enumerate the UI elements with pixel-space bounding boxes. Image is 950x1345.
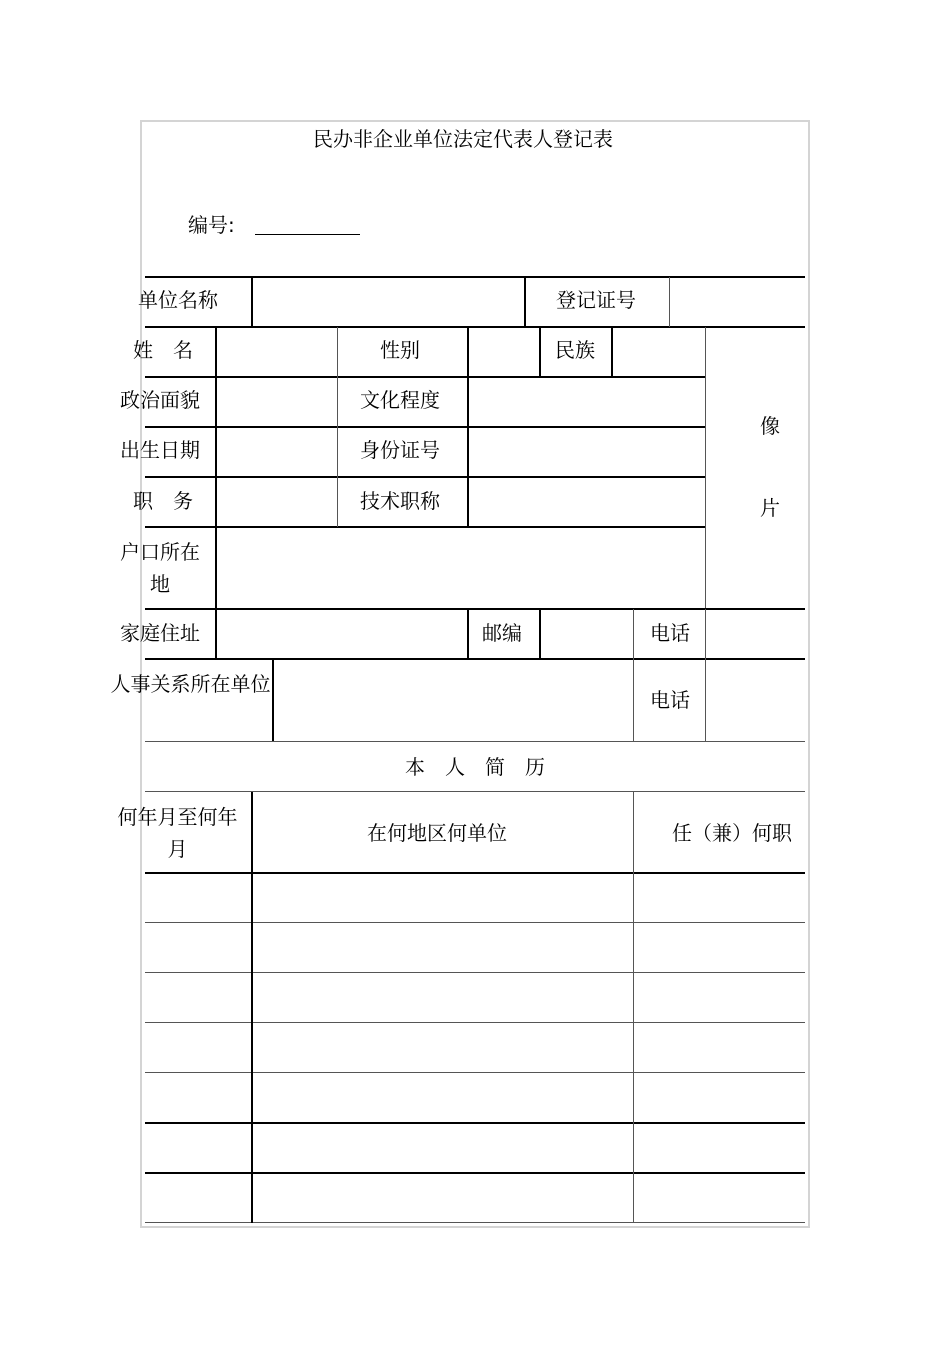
resume-col-period: 何年月至何年月 xyxy=(117,805,238,861)
grid-line xyxy=(145,1172,805,1174)
label-home-address: 家庭住址 xyxy=(120,621,200,645)
grid-line xyxy=(467,609,469,659)
grid-line xyxy=(539,327,541,377)
photo-label-top: 像 xyxy=(760,414,780,438)
grid-line xyxy=(705,327,706,608)
label-personnel-unit: 人事关系所在单位 xyxy=(110,672,271,696)
grid-line xyxy=(633,792,634,1223)
label-phone-unit: 电话 xyxy=(650,688,690,712)
grid-line xyxy=(145,1122,805,1124)
grid-line xyxy=(145,376,706,378)
grid-line xyxy=(467,327,469,527)
grid-line xyxy=(524,277,526,327)
grid-line xyxy=(669,277,670,327)
label-education: 文化程度 xyxy=(360,388,440,412)
grid-line xyxy=(215,327,217,659)
grid-line xyxy=(145,476,706,478)
label-household: 户口所在地 xyxy=(120,540,200,596)
grid-line xyxy=(145,608,805,610)
grid-line xyxy=(145,1072,805,1073)
grid-line xyxy=(145,741,805,742)
label-gender: 性别 xyxy=(380,338,420,362)
grid-line xyxy=(145,972,805,973)
label-postcode: 邮编 xyxy=(482,621,522,645)
grid-line xyxy=(145,426,706,428)
resume-col-role: 任（兼）何职 xyxy=(672,821,792,845)
grid-line xyxy=(145,1022,805,1023)
photo-label-bottom: 片 xyxy=(760,496,780,520)
grid-line xyxy=(633,609,634,741)
grid-line xyxy=(251,792,253,1223)
grid-line xyxy=(337,327,338,527)
grid-line xyxy=(145,658,805,660)
label-ethnicity: 民族 xyxy=(555,338,595,362)
grid-line xyxy=(145,1222,805,1223)
grid-line xyxy=(145,922,805,923)
grid-line xyxy=(611,327,613,377)
label-reg-no: 登记证号 xyxy=(556,288,636,312)
label-id-number: 身份证号 xyxy=(360,438,440,462)
resume-header: 本 人 简 历 xyxy=(405,755,545,779)
grid-line xyxy=(705,609,706,741)
label-position: 职 务 xyxy=(133,489,193,513)
grid-line xyxy=(145,872,805,874)
grid-line xyxy=(145,526,706,528)
label-phone: 电话 xyxy=(650,621,690,645)
label-political-status: 政治面貌 xyxy=(120,388,200,412)
grid-line xyxy=(145,791,805,792)
label-name: 姓 名 xyxy=(133,338,193,362)
number-label: 编号: xyxy=(188,213,235,237)
form-title: 民办非企业单位法定代表人登记表 xyxy=(313,127,613,151)
label-tech-title: 技术职称 xyxy=(360,489,440,513)
grid-line xyxy=(145,326,805,328)
grid-line xyxy=(251,277,253,327)
resume-col-unit: 在何地区何单位 xyxy=(367,821,507,845)
number-field[interactable] xyxy=(255,234,360,235)
label-birth-date: 出生日期 xyxy=(120,438,200,462)
grid-line xyxy=(145,276,805,278)
label-unit-name: 单位名称 xyxy=(138,288,218,312)
grid-line xyxy=(539,609,541,659)
